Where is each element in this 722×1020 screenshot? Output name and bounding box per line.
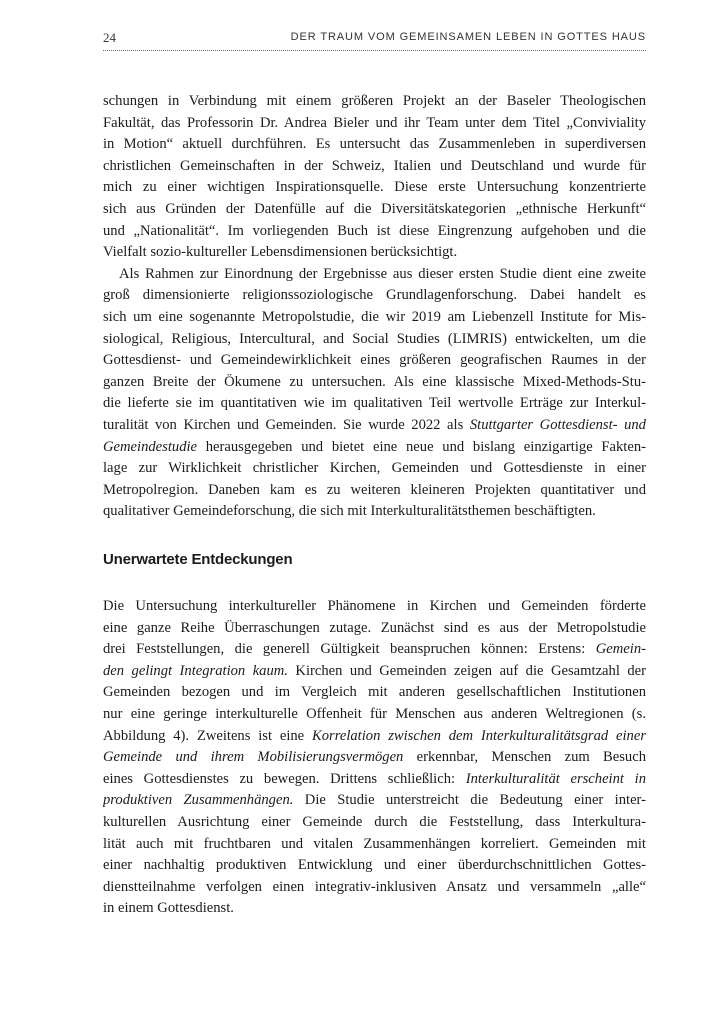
text-line: sich aus Gründen der Datenfülle auf die Diversitätskategorien „ethnische Herkunft“ [103, 200, 646, 217]
text-line: ganzen Breite der Ökumene zu untersuchen. Als eine klassische Mixed-Methods-Stu- [103, 373, 646, 390]
emphasis-italic: Gemeinde und ihrem Mobilisierungsvermögen [103, 749, 404, 766]
text-line: christlichen Gemeinschaften in der Schweiz, Italien und Deutschland und wurde für [103, 157, 646, 174]
text-line: in einem Gottesdienst. [103, 900, 234, 917]
text-line: Gemeinden bezogen und im Vergleich mit anderen gesellschaftlichen Institutionen [103, 684, 646, 701]
text-line: qualitativer Gemeindeforschung, die sich mit Interkulturalitätsthemen beschäftigten. [103, 503, 596, 520]
text-run: herausgegeben und bietet eine neue und bislang einzigartige Fakten- [197, 438, 646, 455]
text-line: in Motion“ aktuell durchführen. Es untersucht das Zusammenleben in superdiversen [103, 136, 646, 153]
text-run: Die Studie unterstreicht die Bedeutung einer inter- [293, 792, 646, 809]
emphasis-italic: den gelingt Integration kaum. [103, 662, 288, 679]
text-line: dienstteilnahme verfolgen einen integrativ-inklusiven Ansatz und versammeln „alle“ [103, 878, 646, 895]
running-head [103, 28, 646, 51]
text-run: Kirchen und Gemeinden zeigen auf die Gesamtzahl der [287, 662, 646, 679]
text-line: Als Rahmen zur Einordnung der Ergebnisse aus dieser ersten Studie dient eine zweite [119, 265, 646, 282]
text-line: und „Nationalität“. Im vorliegenden Buch ist diese Eingrenzung aufgehoben und die [103, 222, 646, 239]
text-line: Vielfalt sozio-kultureller Lebensdimensionen berücksichtigt. [103, 244, 458, 261]
text-run: drei Feststellungen, die generell Gültigkeit beanspruchen können: Erstens: [103, 641, 596, 658]
text-line: siological, Religious, Intercultural, and Social Studies (LIMRIS) entwickelten, um die [103, 330, 646, 347]
text-line [103, 747, 646, 769]
text-line: einer nachhaltig produktiven Entwicklung und einer überdurchschnittlichen Gottes- [103, 857, 646, 874]
text-line: kulturellen Ausrichtung einer Gemeinde durch die Feststellung, dass Interkultura- [103, 813, 646, 830]
section-2-text [103, 596, 646, 920]
text-line [103, 726, 646, 748]
text-line [103, 415, 646, 437]
text-line [103, 639, 646, 661]
emphasis-italic: Korrelation zwischen dem Interkulturalitätsgrad einer [312, 727, 646, 744]
text-run: eines Gottesdienstes zu bewegen. Drittens schließlich: [103, 770, 466, 787]
running-title: DER TRAUM VOM GEMEINSAMEN LEBEN IN GOTTES HAUS [290, 31, 646, 43]
text-line [103, 790, 646, 812]
book-title-italic: Stuttgarter Gottesdienst- und [469, 416, 646, 433]
text-line [103, 661, 646, 683]
text-run: erkennbar, Menschen zum Besuch [403, 749, 646, 766]
text-line: groß dimensionierte religionssoziologische Grundlagenforschung. Dabei handelt es [103, 287, 646, 304]
text-line: Metropolregion. Daneben kam es zu weiteren kleineren Projekten quantitativer und [103, 481, 646, 498]
text-line: schungen in Verbindung mit einem größeren Projekt an der Baseler Theologischen [103, 93, 646, 109]
text-line: die lieferte sie im quantitativen wie im qualitativen Teil wertvolle Erträge zur Interkul- [103, 395, 646, 412]
text-line [103, 769, 646, 791]
book-title-italic: Gemeindestudie [103, 438, 198, 455]
section-1-text [103, 91, 646, 523]
text-line: eine ganze Reihe Überraschungen zutage. Zunächst sind es aus der Metropolstudie [103, 619, 646, 636]
text-run: turalität von Kirchen und Gemeinden. Sie wurde 2022 als [103, 416, 470, 433]
page-number: 24 [103, 30, 116, 45]
text-line [103, 437, 646, 459]
text-line: nur eine geringe interkulturelle Offenheit für Menschen aus anderen Weltregionen (s. [103, 705, 646, 722]
text-line: mich zu einer wichtigen Inspirationsquelle. Diese erste Untersuchung konzentrierte [103, 179, 646, 196]
text-line: Fakultät, das Professorin Dr. Andrea Bieler und ihr Team unter dem Titel „Conviviality [103, 114, 646, 131]
emphasis-italic: Gemein- [595, 641, 646, 658]
section-heading: Unerwartete Entdeckungen [103, 551, 293, 568]
text-line: lage zur Wirklichkeit christlicher Kirchen, Gemeinden und Gottesdienste in einer [103, 460, 646, 477]
text-line: lität auch mit fruchtbaren und vitalen Zusammenhängen korreliert. Gemeinden mit [103, 835, 646, 852]
emphasis-italic: produktiven Zusammenhängen. [103, 792, 294, 809]
text-line: sich um eine sogenannte Metropolstudie, die wir 2019 am Liebenzell Institute for Mis- [103, 308, 646, 325]
emphasis-italic: Interkulturalität erscheint in [465, 770, 646, 787]
text-line: Gottesdienst- und Gemeindewirklichkeit eines größeren geografischen Raumes in der [103, 352, 646, 369]
text-line: Die Untersuchung interkultureller Phänomene in Kirchen und Gemeinden förderte [103, 598, 646, 614]
text-run: Abbildung 4). Zweitens ist eine [103, 727, 312, 744]
